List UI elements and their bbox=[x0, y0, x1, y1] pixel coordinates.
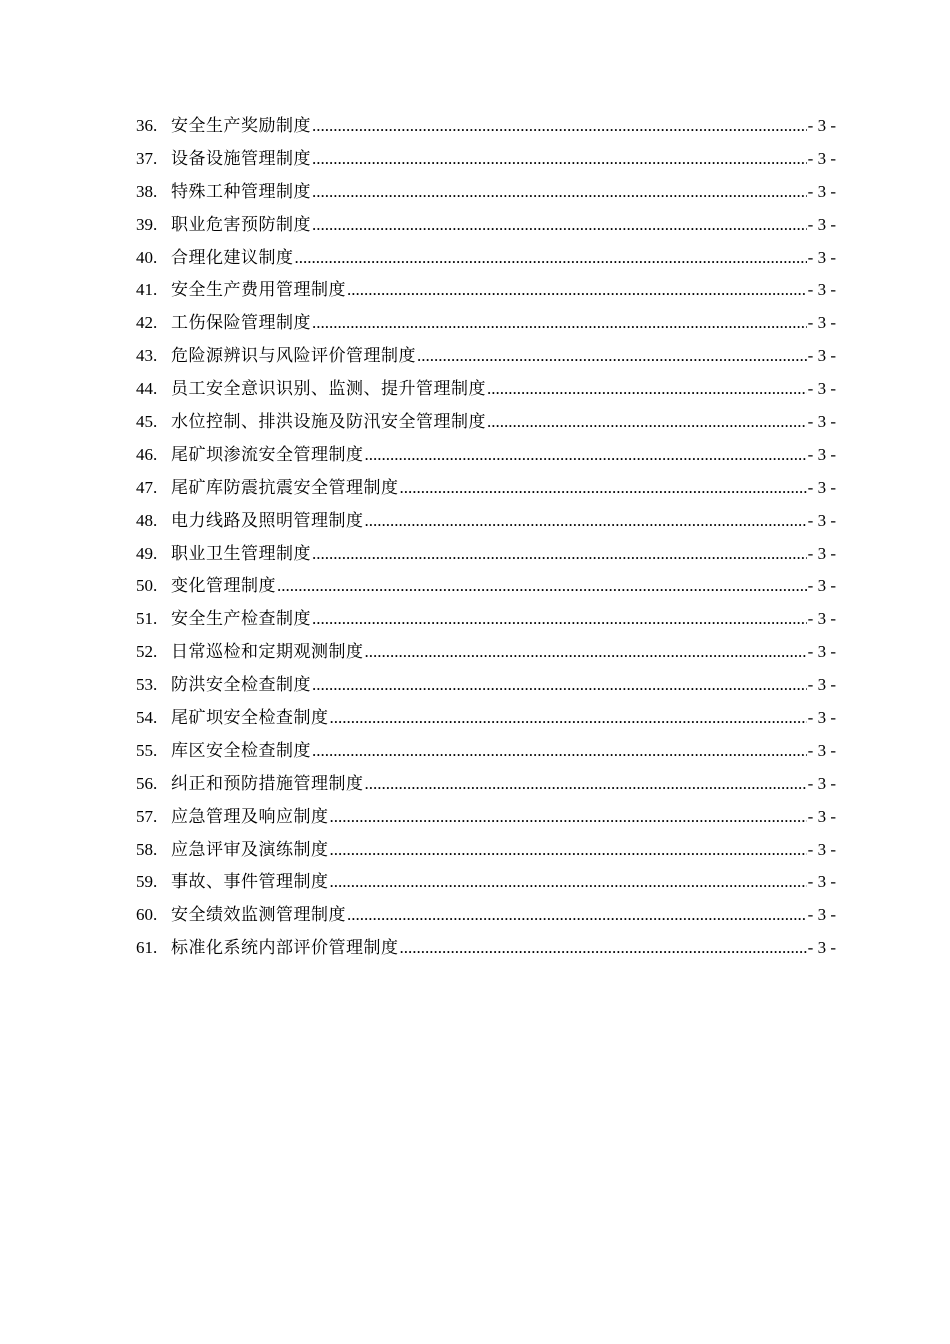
toc-entry-number: 59. bbox=[136, 872, 158, 892]
toc-entry-page: - 3 - bbox=[807, 740, 836, 760]
toc-entry-number: 37. bbox=[136, 148, 158, 168]
toc-dot-leader bbox=[400, 472, 807, 505]
toc-entry-number: 52. bbox=[136, 642, 158, 662]
toc-entry-number: 48. bbox=[136, 510, 158, 530]
toc-entry-number: 41. bbox=[136, 280, 158, 300]
toc-entry[interactable] bbox=[136, 110, 836, 143]
toc-entry-page: - 3 - bbox=[807, 148, 836, 168]
toc-dot-leader bbox=[330, 702, 807, 735]
toc-dot-leader bbox=[312, 669, 807, 702]
toc-entry-page: - 3 - bbox=[807, 806, 836, 826]
toc-entry-page: - 3 - bbox=[807, 872, 836, 892]
toc-entry-number: 43. bbox=[136, 346, 158, 366]
toc-entry-number: 60. bbox=[136, 905, 158, 925]
toc-entry-title: 工伤保险管理制度 bbox=[171, 313, 311, 333]
toc-entry-page: - 3 - bbox=[807, 477, 836, 497]
toc-entry[interactable] bbox=[136, 702, 836, 735]
toc-entry-page: - 3 - bbox=[807, 609, 836, 629]
toc-entry-number: 53. bbox=[136, 675, 158, 695]
toc-entry[interactable] bbox=[136, 439, 836, 472]
toc-entry[interactable] bbox=[136, 636, 836, 669]
toc-dot-leader bbox=[312, 176, 807, 209]
toc-dot-leader bbox=[487, 373, 807, 406]
toc-entry-number: 57. bbox=[136, 806, 158, 826]
toc-entry-number: 49. bbox=[136, 543, 158, 563]
toc-dot-leader bbox=[312, 307, 807, 340]
toc-dot-leader bbox=[365, 768, 807, 801]
toc-entry[interactable] bbox=[136, 505, 836, 538]
toc-entry[interactable] bbox=[136, 176, 836, 209]
toc-entry[interactable] bbox=[136, 899, 836, 932]
toc-dot-leader bbox=[312, 603, 807, 636]
toc-entry-title: 变化管理制度 bbox=[171, 576, 276, 596]
toc-entry-number: 46. bbox=[136, 444, 158, 464]
toc-entry[interactable] bbox=[136, 603, 836, 636]
toc-entry-title: 应急管理及响应制度 bbox=[171, 806, 329, 826]
toc-entry[interactable] bbox=[136, 242, 836, 275]
toc-entry-title: 应急评审及演练制度 bbox=[171, 839, 329, 859]
toc-entry-title: 纠正和预防措施管理制度 bbox=[171, 773, 364, 793]
toc-dot-leader bbox=[295, 242, 807, 275]
toc-dot-leader bbox=[330, 834, 807, 867]
toc-entry-number: 54. bbox=[136, 708, 158, 728]
toc-dot-leader bbox=[365, 439, 807, 472]
toc-entry-title: 标准化系统内部评价管理制度 bbox=[171, 938, 399, 958]
toc-entry-number: 36. bbox=[136, 116, 158, 135]
toc-entry-page: - 3 - bbox=[807, 642, 836, 662]
toc-entry-page: - 3 - bbox=[807, 116, 836, 135]
toc-dot-leader bbox=[400, 932, 807, 965]
table-of-contents bbox=[136, 110, 836, 965]
toc-entry-page: - 3 - bbox=[807, 576, 836, 596]
toc-entry-number: 45. bbox=[136, 412, 158, 432]
toc-entry-title: 电力线路及照明管理制度 bbox=[171, 510, 364, 530]
toc-entry[interactable] bbox=[136, 307, 836, 340]
toc-entry-page: - 3 - bbox=[807, 346, 836, 366]
toc-entry-title: 员工安全意识识别、监测、提升管理制度 bbox=[171, 379, 486, 399]
toc-entry-title: 设备设施管理制度 bbox=[171, 148, 311, 168]
toc-entry-title: 安全绩效监测管理制度 bbox=[171, 905, 346, 925]
toc-entry-title: 合理化建议制度 bbox=[171, 247, 294, 267]
toc-entry-page: - 3 - bbox=[807, 675, 836, 695]
toc-entry-page: - 3 - bbox=[807, 938, 836, 958]
toc-dot-leader bbox=[312, 209, 807, 242]
toc-dot-leader bbox=[347, 899, 807, 932]
toc-entry-number: 38. bbox=[136, 181, 158, 201]
toc-entry-title: 安全生产奖励制度 bbox=[171, 116, 311, 135]
toc-entry[interactable] bbox=[136, 406, 836, 439]
toc-dot-leader bbox=[330, 866, 807, 899]
toc-entry-title: 库区安全检查制度 bbox=[171, 740, 311, 760]
toc-dot-leader bbox=[312, 538, 807, 571]
toc-entry-page: - 3 - bbox=[807, 905, 836, 925]
toc-entry-page: - 3 - bbox=[807, 181, 836, 201]
toc-entry-number: 61. bbox=[136, 938, 158, 958]
toc-entry-title: 防洪安全检查制度 bbox=[171, 675, 311, 695]
toc-entry[interactable] bbox=[136, 801, 836, 834]
toc-entry-title: 尾矿库防震抗震安全管理制度 bbox=[171, 477, 399, 497]
toc-entry[interactable] bbox=[136, 669, 836, 702]
toc-entry-page: - 3 - bbox=[807, 708, 836, 728]
toc-entry-number: 51. bbox=[136, 609, 158, 629]
toc-entry-title: 安全生产检查制度 bbox=[171, 609, 311, 629]
toc-entry[interactable] bbox=[136, 768, 836, 801]
toc-entry-number: 42. bbox=[136, 313, 158, 333]
toc-entry-page: - 3 - bbox=[807, 510, 836, 530]
toc-dot-leader bbox=[417, 340, 807, 373]
toc-dot-leader bbox=[330, 801, 807, 834]
toc-dot-leader bbox=[487, 406, 807, 439]
toc-entry-number: 44. bbox=[136, 379, 158, 399]
toc-entry-number: 39. bbox=[136, 214, 158, 234]
toc-entry-title: 尾矿坝安全检查制度 bbox=[171, 708, 329, 728]
toc-entry-title: 尾矿坝渗流安全管理制度 bbox=[171, 444, 364, 464]
toc-entry[interactable] bbox=[136, 143, 836, 176]
toc-entry[interactable] bbox=[136, 274, 836, 307]
toc-entry-page: - 3 - bbox=[807, 379, 836, 399]
toc-dot-leader bbox=[312, 110, 807, 143]
toc-entry[interactable] bbox=[136, 735, 836, 768]
toc-entry-title: 职业卫生管理制度 bbox=[171, 543, 311, 563]
toc-dot-leader bbox=[365, 505, 807, 538]
toc-entry-number: 55. bbox=[136, 740, 158, 760]
toc-entry-page: - 3 - bbox=[807, 839, 836, 859]
toc-entry-title: 特殊工种管理制度 bbox=[171, 181, 311, 201]
toc-dot-leader bbox=[365, 636, 807, 669]
toc-entry-page: - 3 - bbox=[807, 773, 836, 793]
toc-entry-title: 事故、事件管理制度 bbox=[171, 872, 329, 892]
toc-entry[interactable] bbox=[136, 340, 836, 373]
toc-entry[interactable] bbox=[136, 373, 836, 406]
toc-entry[interactable] bbox=[136, 472, 836, 505]
toc-entry-number: 47. bbox=[136, 477, 158, 497]
toc-entry-title: 日常巡检和定期观测制度 bbox=[171, 642, 364, 662]
toc-entry[interactable] bbox=[136, 932, 836, 965]
toc-entry-number: 58. bbox=[136, 839, 158, 859]
toc-entry[interactable] bbox=[136, 866, 836, 899]
toc-entry-title: 安全生产费用管理制度 bbox=[171, 280, 346, 300]
toc-entry-number: 56. bbox=[136, 773, 158, 793]
toc-dot-leader bbox=[312, 143, 807, 176]
toc-entry-title: 危险源辨识与风险评价管理制度 bbox=[171, 346, 416, 366]
toc-entry-page: - 3 - bbox=[807, 543, 836, 563]
toc-entry[interactable] bbox=[136, 209, 836, 242]
toc-entry-title: 水位控制、排洪设施及防汛安全管理制度 bbox=[171, 412, 486, 432]
toc-dot-leader bbox=[312, 735, 807, 768]
toc-entry[interactable] bbox=[136, 834, 836, 867]
toc-entry-number: 50. bbox=[136, 576, 158, 596]
toc-entry-title: 职业危害预防制度 bbox=[171, 214, 311, 234]
toc-dot-leader bbox=[347, 274, 807, 307]
toc-entry-page: - 3 - bbox=[807, 247, 836, 267]
toc-entry-page: - 3 - bbox=[807, 313, 836, 333]
toc-entry-number: 40. bbox=[136, 247, 158, 267]
toc-entry-page: - 3 - bbox=[807, 280, 836, 300]
toc-dot-leader bbox=[277, 570, 807, 603]
toc-entry-page: - 3 - bbox=[807, 444, 836, 464]
toc-entry-page: - 3 - bbox=[807, 412, 836, 432]
toc-entry[interactable] bbox=[136, 538, 836, 571]
toc-entry-page: - 3 - bbox=[807, 214, 836, 234]
toc-entry[interactable] bbox=[136, 570, 836, 603]
